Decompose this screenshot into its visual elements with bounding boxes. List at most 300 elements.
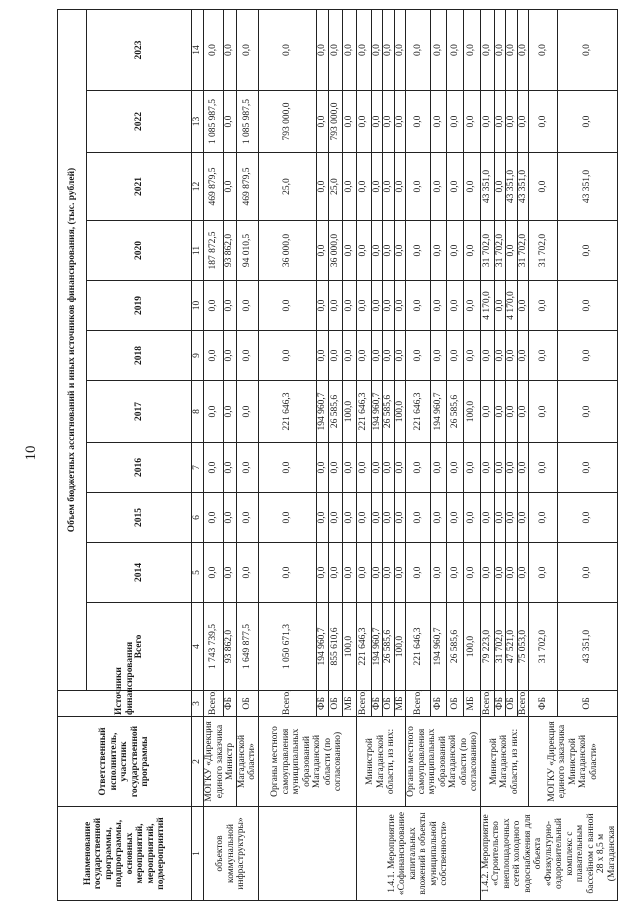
year-amount-cell: 0,0 [447, 221, 464, 281]
year-amount-cell: 93 862,0 [223, 221, 236, 281]
year-amount-cell: 0,0 [558, 10, 618, 91]
col-header-year: 2019 [87, 281, 192, 331]
year-amount-cell: 0,0 [223, 281, 236, 331]
year-amount-cell: 0,0 [258, 443, 316, 493]
year-amount-cell: 0,0 [558, 543, 618, 603]
year-amount-cell: 0,0 [383, 153, 395, 221]
year-amount-cell: 221 646,3 [356, 381, 371, 443]
year-amount-cell: 0,0 [430, 331, 447, 381]
year-amount-cell: 0,0 [236, 443, 258, 493]
year-amount-cell: 0,0 [480, 381, 494, 443]
year-amount-cell: 0,0 [517, 543, 529, 603]
year-amount-cell: 0,0 [371, 221, 383, 281]
total-amount-cell: 855 610,6 [328, 603, 342, 691]
funding-source-cell: Всего, [204, 691, 224, 717]
year-amount-cell: 0,0 [258, 281, 316, 331]
total-amount-cell: 1 050 671,3 [258, 603, 316, 691]
year-amount-cell: 793 000,0 [328, 91, 342, 153]
year-amount-cell: 0,0 [494, 91, 506, 153]
total-amount-cell: 194 960,7 [316, 603, 328, 691]
executor-cell: МОГКУ «Дирекция единого заказчика Министр [204, 717, 237, 807]
year-amount-cell: 0,0 [316, 543, 328, 603]
total-amount-cell: 26 585,6 [383, 603, 395, 691]
year-amount-cell: 0,0 [342, 221, 356, 281]
year-amount-cell: 194 960,7 [430, 381, 447, 443]
year-amount-cell: 0,0 [394, 91, 406, 153]
year-amount-cell: 0,0 [316, 493, 328, 543]
year-amount-cell: 0,0 [383, 543, 395, 603]
column-index: 6 [192, 493, 204, 543]
year-amount-cell: 0,0 [406, 153, 431, 221]
col-header-executor: Ответственный исполнитель, участник государственной программы [58, 717, 192, 807]
year-amount-cell: 0,0 [258, 331, 316, 381]
year-amount-cell: 0,0 [258, 10, 316, 91]
funding-source-cell: ОБ [328, 691, 342, 717]
year-amount-cell: 0,0 [223, 381, 236, 443]
total-amount-cell: 194 960,7 [371, 603, 383, 691]
year-amount-cell: 0,0 [506, 221, 518, 281]
total-amount-cell: 194 960,7 [430, 603, 447, 691]
year-amount-cell: 0,0 [517, 10, 529, 91]
year-amount-cell: 0,0 [258, 493, 316, 543]
year-amount-cell: 0,0 [529, 153, 558, 221]
year-amount-cell: 0,0 [356, 543, 371, 603]
funding-source-cell: МБ [463, 691, 480, 717]
funding-source-cell: МБ [394, 691, 406, 717]
year-amount-cell: 43 351,0 [517, 153, 529, 221]
year-amount-cell: 4 170,0 [480, 281, 494, 331]
year-amount-cell: 0,0 [394, 493, 406, 543]
table-row [529, 10, 558, 901]
year-amount-cell: 43 351,0 [480, 153, 494, 221]
year-amount-cell: 0,0 [463, 493, 480, 543]
col-header-year: 2018 [87, 331, 192, 381]
col-header-source: Источники финансирования [58, 691, 192, 717]
column-index: 7 [192, 443, 204, 493]
year-amount-cell: 0,0 [447, 493, 464, 543]
year-amount-cell: 0,0 [236, 493, 258, 543]
year-amount-cell: 0,0 [406, 493, 431, 543]
year-amount-cell: 0,0 [447, 281, 464, 331]
year-amount-cell: 0,0 [517, 331, 529, 381]
year-amount-cell: 0,0 [356, 331, 371, 381]
funding-source-cell: ФБ [316, 691, 328, 717]
total-amount-cell: 47 521,0 [506, 603, 518, 691]
year-amount-cell: 0,0 [430, 10, 447, 91]
year-amount-cell: 0,0 [356, 443, 371, 493]
year-amount-cell: 0,0 [204, 281, 224, 331]
year-amount-cell: 0,0 [494, 153, 506, 221]
funding-source-cell: ФБ [371, 691, 383, 717]
funding-source-cell: Всего, [258, 691, 316, 717]
executor-cell: Магаданской области» [236, 717, 258, 807]
year-amount-cell: 0,0 [356, 281, 371, 331]
year-amount-cell: 0,0 [558, 443, 618, 493]
year-amount-cell: 0,0 [506, 543, 518, 603]
year-amount-cell: 0,0 [204, 543, 224, 603]
year-amount-cell: 0,0 [447, 443, 464, 493]
year-amount-cell: 0,0 [517, 443, 529, 493]
year-amount-cell: 36 000,0 [328, 221, 342, 281]
year-amount-cell: 0,0 [463, 10, 480, 91]
year-amount-cell: 0,0 [430, 153, 447, 221]
year-amount-cell: 0,0 [558, 381, 618, 443]
year-amount-cell: 0,0 [371, 10, 383, 91]
header-row-1 [58, 10, 87, 901]
year-amount-cell: 469 879,5 [236, 153, 258, 221]
year-amount-cell: 0,0 [328, 543, 342, 603]
year-amount-cell: 0,0 [342, 153, 356, 221]
year-amount-cell: 25,0 [258, 153, 316, 221]
column-index: 8 [192, 381, 204, 443]
funding-source-cell: ОБ [506, 691, 518, 717]
year-amount-cell: 0,0 [236, 281, 258, 331]
col-header-total: Всего [87, 603, 192, 691]
year-amount-cell: 0,0 [223, 10, 236, 91]
table-row [204, 10, 224, 901]
col-header-year: 2022 [87, 91, 192, 153]
year-amount-cell: 0,0 [316, 153, 328, 221]
year-amount-cell: 0,0 [430, 493, 447, 543]
funding-source-cell: ОБ [558, 691, 618, 717]
col-header-year: 2016 [87, 443, 192, 493]
program-name-cell: 1.4.1. Мероприятие «Софинансирование капитальных вложений в объекты муниципальной собственности» [356, 807, 480, 901]
funding-source-cell: ОБ [236, 691, 258, 717]
funding-source-cell: Всего, [480, 691, 494, 717]
column-index: 9 [192, 331, 204, 381]
year-amount-cell: 0,0 [494, 331, 506, 381]
year-amount-cell: 0,0 [494, 381, 506, 443]
year-amount-cell: 0,0 [406, 331, 431, 381]
year-amount-cell: 0,0 [316, 281, 328, 331]
page-number: 10 [23, 445, 39, 461]
total-amount-cell: 31 702,0 [494, 603, 506, 691]
rotated-document [57, 10, 631, 901]
executor-cell: Министрой Магаданской области, из них: [356, 717, 406, 807]
executor-cell: Министрой Магаданской области, из них: [480, 717, 529, 807]
year-amount-cell: 0,0 [204, 493, 224, 543]
program-name-cell: 1.4.2. Мероприятие «Строительство внеплощадочных сетей холодного водоснабжения для объекта «Физкультурно-оздоровительный комплекс с плавательным бассейном с ванной 28 х 8,5 м (Магаданская [480, 807, 618, 901]
year-amount-cell: 0,0 [204, 10, 224, 91]
year-amount-cell: 0,0 [447, 543, 464, 603]
table-row [480, 10, 494, 901]
year-amount-cell: 0,0 [463, 153, 480, 221]
total-amount-cell: 75 053,0 [517, 603, 529, 691]
year-amount-cell: 0,0 [371, 281, 383, 331]
year-amount-cell: 0,0 [430, 281, 447, 331]
year-amount-cell: 0,0 [394, 153, 406, 221]
year-amount-cell: 25,0 [328, 153, 342, 221]
year-amount-cell: 0,0 [529, 543, 558, 603]
total-amount-cell: 26 585,6 [447, 603, 464, 691]
year-amount-cell: 0,0 [371, 543, 383, 603]
year-amount-cell: 0,0 [506, 443, 518, 493]
column-index: 5 [192, 543, 204, 603]
year-amount-cell: 4 170,0 [506, 281, 518, 331]
year-amount-cell: 43 351,0 [506, 153, 518, 221]
year-amount-cell: 0,0 [371, 91, 383, 153]
year-amount-cell: 0,0 [328, 493, 342, 543]
year-amount-cell: 0,0 [356, 221, 371, 281]
year-amount-cell: 0,0 [529, 331, 558, 381]
year-amount-cell: 0,0 [394, 10, 406, 91]
year-amount-cell: 0,0 [383, 221, 395, 281]
year-amount-cell: 0,0 [406, 221, 431, 281]
total-amount-cell: 43 351,0 [558, 603, 618, 691]
funding-source-cell: Всего, [356, 691, 371, 717]
year-amount-cell: 0,0 [406, 443, 431, 493]
year-amount-cell: 0,0 [463, 91, 480, 153]
year-amount-cell: 100,0 [342, 381, 356, 443]
year-amount-cell: 0,0 [506, 91, 518, 153]
year-amount-cell: 0,0 [342, 10, 356, 91]
year-amount-cell: 0,0 [406, 10, 431, 91]
year-amount-cell: 0,0 [494, 10, 506, 91]
funding-source-cell: Всего, [517, 689, 528, 715]
year-amount-cell: 0,0 [447, 153, 464, 221]
total-amount-cell: 79 223,0 [480, 603, 494, 691]
funding-source-cell: ФБ [430, 691, 447, 717]
year-amount-cell: 0,0 [204, 381, 224, 443]
col-header-year: 2023 [87, 10, 192, 91]
year-amount-cell: 0,0 [406, 543, 431, 603]
year-amount-cell: 0,0 [494, 443, 506, 493]
year-amount-cell: 0,0 [506, 10, 518, 91]
year-amount-cell: 1 085 987,5 [204, 91, 224, 153]
year-amount-cell: 0,0 [463, 443, 480, 493]
year-amount-cell: 0,0 [506, 493, 518, 543]
year-amount-cell: 31 702,0 [480, 221, 494, 281]
year-amount-cell: 0,0 [316, 221, 328, 281]
col-header-name: Наименование государственной программы, подпрограммы, основных мероприятий, мероприятий, подмероприятий [58, 807, 192, 901]
year-amount-cell: 0,0 [371, 331, 383, 381]
total-amount-cell: 221 646,3 [356, 603, 371, 691]
program-name-cell [258, 807, 356, 901]
year-amount-cell: 0,0 [494, 493, 506, 543]
year-amount-cell: 194 960,7 [316, 381, 328, 443]
year-amount-cell: 0,0 [406, 281, 431, 331]
col-header-year: 2014 [87, 543, 192, 603]
year-amount-cell: 0,0 [517, 281, 529, 331]
year-amount-cell: 0,0 [383, 10, 395, 91]
executor-cell: МОГКУ «Дирекция единого заказчика Министрой Магаданской области» [529, 717, 618, 807]
year-amount-cell: 0,0 [480, 543, 494, 603]
year-amount-cell: 0,0 [223, 543, 236, 603]
year-amount-cell: 0,0 [463, 221, 480, 281]
year-amount-cell: 0,0 [236, 10, 258, 91]
year-amount-cell: 0,0 [406, 91, 431, 153]
year-amount-cell: 0,0 [558, 91, 618, 153]
year-amount-cell: 194 960,7 [371, 381, 383, 443]
year-amount-cell: 0,0 [223, 331, 236, 381]
year-amount-cell: 0,0 [342, 493, 356, 543]
funding-source-cell: ФБ [529, 691, 558, 717]
year-amount-cell: 0,0 [558, 493, 618, 543]
year-amount-cell: 0,0 [480, 493, 494, 543]
year-amount-cell: 0,0 [463, 281, 480, 331]
column-index: 11 [192, 221, 204, 281]
column-index: 4 [192, 603, 204, 691]
year-amount-cell: 0,0 [430, 91, 447, 153]
year-amount-cell: 0,0 [342, 91, 356, 153]
year-amount-cell: 0,0 [204, 443, 224, 493]
year-amount-cell: 0,0 [430, 443, 447, 493]
year-amount-cell: 0,0 [223, 493, 236, 543]
year-amount-cell: 0,0 [383, 91, 395, 153]
year-amount-cell: 26 585,6 [447, 381, 464, 443]
year-amount-cell: 0,0 [529, 91, 558, 153]
table-row [406, 10, 431, 901]
executor-cell: Органы местного самоуправления муниципальных образований Магаданской области (по согласованию) [258, 717, 356, 807]
total-amount-cell: 1 649 877,5 [236, 603, 258, 691]
year-amount-cell: 0,0 [356, 493, 371, 543]
year-amount-cell: 100,0 [463, 381, 480, 443]
total-amount-cell: 93 862,0 [223, 603, 236, 691]
total-amount-cell: 31 702,0 [529, 603, 558, 691]
year-amount-cell: 0,0 [328, 331, 342, 381]
year-amount-cell: 221 646,3 [258, 381, 316, 443]
funding-source-cell: МБ [342, 691, 356, 717]
year-amount-cell: 0,0 [529, 281, 558, 331]
year-amount-cell: 0,0 [316, 331, 328, 381]
year-amount-cell: 0,0 [394, 331, 406, 381]
year-amount-cell: 0,0 [517, 493, 529, 543]
year-amount-cell: 0,0 [316, 91, 328, 153]
year-amount-cell: 0,0 [383, 281, 395, 331]
year-amount-cell: 31 702,0 [517, 221, 529, 281]
year-amount-cell: 43 351,0 [558, 153, 618, 221]
year-amount-cell: 0,0 [558, 221, 618, 281]
executor-cell: Органы местного самоуправления муниципальных образований Магаданской области (по согласованию) [406, 717, 481, 807]
year-amount-cell: 469 879,5 [204, 153, 224, 221]
year-amount-cell: 0,0 [236, 543, 258, 603]
funding-source-cell: Всего, [406, 691, 431, 717]
year-amount-cell: 0,0 [529, 10, 558, 91]
total-amount-cell: 100,0 [394, 603, 406, 691]
table-row [258, 10, 316, 901]
year-amount-cell: 0,0 [506, 381, 518, 443]
col-header-year: 2015 [87, 493, 192, 543]
year-amount-cell: 0,0 [356, 91, 371, 153]
funding-source-cell: ОБ [447, 691, 464, 717]
year-amount-cell: 100,0 [394, 381, 406, 443]
year-amount-cell: 0,0 [204, 331, 224, 381]
year-amount-cell: 0,0 [371, 443, 383, 493]
column-index: 2 [192, 717, 204, 807]
total-amount-cell: 221 646,3 [406, 603, 431, 691]
year-amount-cell: 221 646,3 [406, 381, 431, 443]
year-amount-cell: 0,0 [236, 331, 258, 381]
total-amount-cell: 100,0 [463, 603, 480, 691]
year-amount-cell: 0,0 [430, 543, 447, 603]
page-stage [57, 10, 631, 901]
year-amount-cell: 0,0 [529, 443, 558, 493]
table-row [236, 10, 258, 901]
year-amount-cell: 0,0 [480, 10, 494, 91]
year-amount-cell: 0,0 [394, 543, 406, 603]
year-amount-cell: 0,0 [328, 281, 342, 331]
year-amount-cell: 26 585,6 [328, 381, 342, 443]
year-amount-cell: 0,0 [558, 331, 618, 381]
col-header-year: 2020 [87, 221, 192, 281]
year-amount-cell: 0,0 [371, 153, 383, 221]
year-amount-cell: 0,0 [328, 443, 342, 493]
year-amount-cell: 0,0 [447, 91, 464, 153]
col-header-year: 2021 [87, 153, 192, 221]
column-index: 10 [192, 281, 204, 331]
total-amount-cell: 100,0 [342, 603, 356, 691]
year-amount-cell: 0,0 [494, 543, 506, 603]
year-amount-cell: 0,0 [494, 281, 506, 331]
year-amount-cell: 0,0 [342, 281, 356, 331]
year-amount-cell: 0,0 [342, 443, 356, 493]
column-index: 12 [192, 153, 204, 221]
year-amount-cell: 0,0 [383, 493, 395, 543]
year-amount-cell: 0,0 [394, 281, 406, 331]
year-amount-cell: 0,0 [342, 331, 356, 381]
funding-source-cell: ФБ [494, 691, 506, 717]
year-amount-cell: 0,0 [383, 443, 395, 493]
year-amount-cell: 0,0 [480, 91, 494, 153]
column-index-row [192, 10, 204, 901]
year-amount-cell: 26 585,6 [383, 381, 395, 443]
year-amount-cell: 0,0 [356, 153, 371, 221]
year-amount-cell: 94 010,5 [236, 221, 258, 281]
year-amount-cell: 0,0 [480, 443, 494, 493]
table-body [204, 10, 618, 901]
table-row [356, 10, 371, 901]
year-amount-cell: 0,0 [517, 381, 529, 443]
year-amount-cell: 0,0 [529, 381, 558, 443]
year-amount-cell: 0,0 [316, 443, 328, 493]
year-amount-cell: 0,0 [394, 443, 406, 493]
year-amount-cell: 0,0 [480, 331, 494, 381]
year-amount-cell: 0,0 [316, 10, 328, 91]
year-amount-cell: 31 702,0 [529, 221, 558, 281]
total-amount-cell: 1 743 739,5 [204, 603, 224, 691]
year-amount-cell: 0,0 [356, 10, 371, 91]
column-index: 1 [192, 807, 204, 901]
year-amount-cell: 0,0 [447, 331, 464, 381]
year-amount-cell: 0,0 [506, 331, 518, 381]
year-amount-cell: 1 085 987,5 [236, 91, 258, 153]
year-amount-cell: 0,0 [328, 10, 342, 91]
year-amount-cell: 793 000,0 [258, 91, 316, 153]
year-amount-cell: 0,0 [430, 221, 447, 281]
year-amount-cell: 0,0 [371, 493, 383, 543]
year-amount-cell: 31 702,0 [494, 221, 506, 281]
budget-allocation-table [57, 9, 618, 901]
year-amount-cell: 187 872,5 [204, 221, 224, 281]
year-amount-cell: 0,0 [463, 543, 480, 603]
year-amount-cell: 0,0 [529, 493, 558, 543]
year-amount-cell: 0,0 [447, 10, 464, 91]
year-amount-cell: 0,0 [394, 221, 406, 281]
column-index: 3 [192, 691, 204, 717]
column-index: 14 [192, 10, 204, 91]
funding-source-cell: ОБ [383, 691, 395, 717]
year-amount-cell: 0,0 [258, 543, 316, 603]
year-amount-cell: 0,0 [463, 331, 480, 381]
year-amount-cell: 0,0 [558, 281, 618, 331]
column-index: 13 [192, 91, 204, 153]
funding-source-cell: ФБ [223, 691, 236, 717]
year-amount-cell: 0,0 [223, 443, 236, 493]
year-amount-cell: 0,0 [383, 331, 395, 381]
year-amount-cell: 0,0 [236, 381, 258, 443]
program-name-cell: объектов коммунальной инфраструктуры» [204, 807, 259, 901]
col-header-funding-group: Объем бюджетных ассигнований и иных источников финансирования, (тыс. рублей) [58, 10, 87, 691]
